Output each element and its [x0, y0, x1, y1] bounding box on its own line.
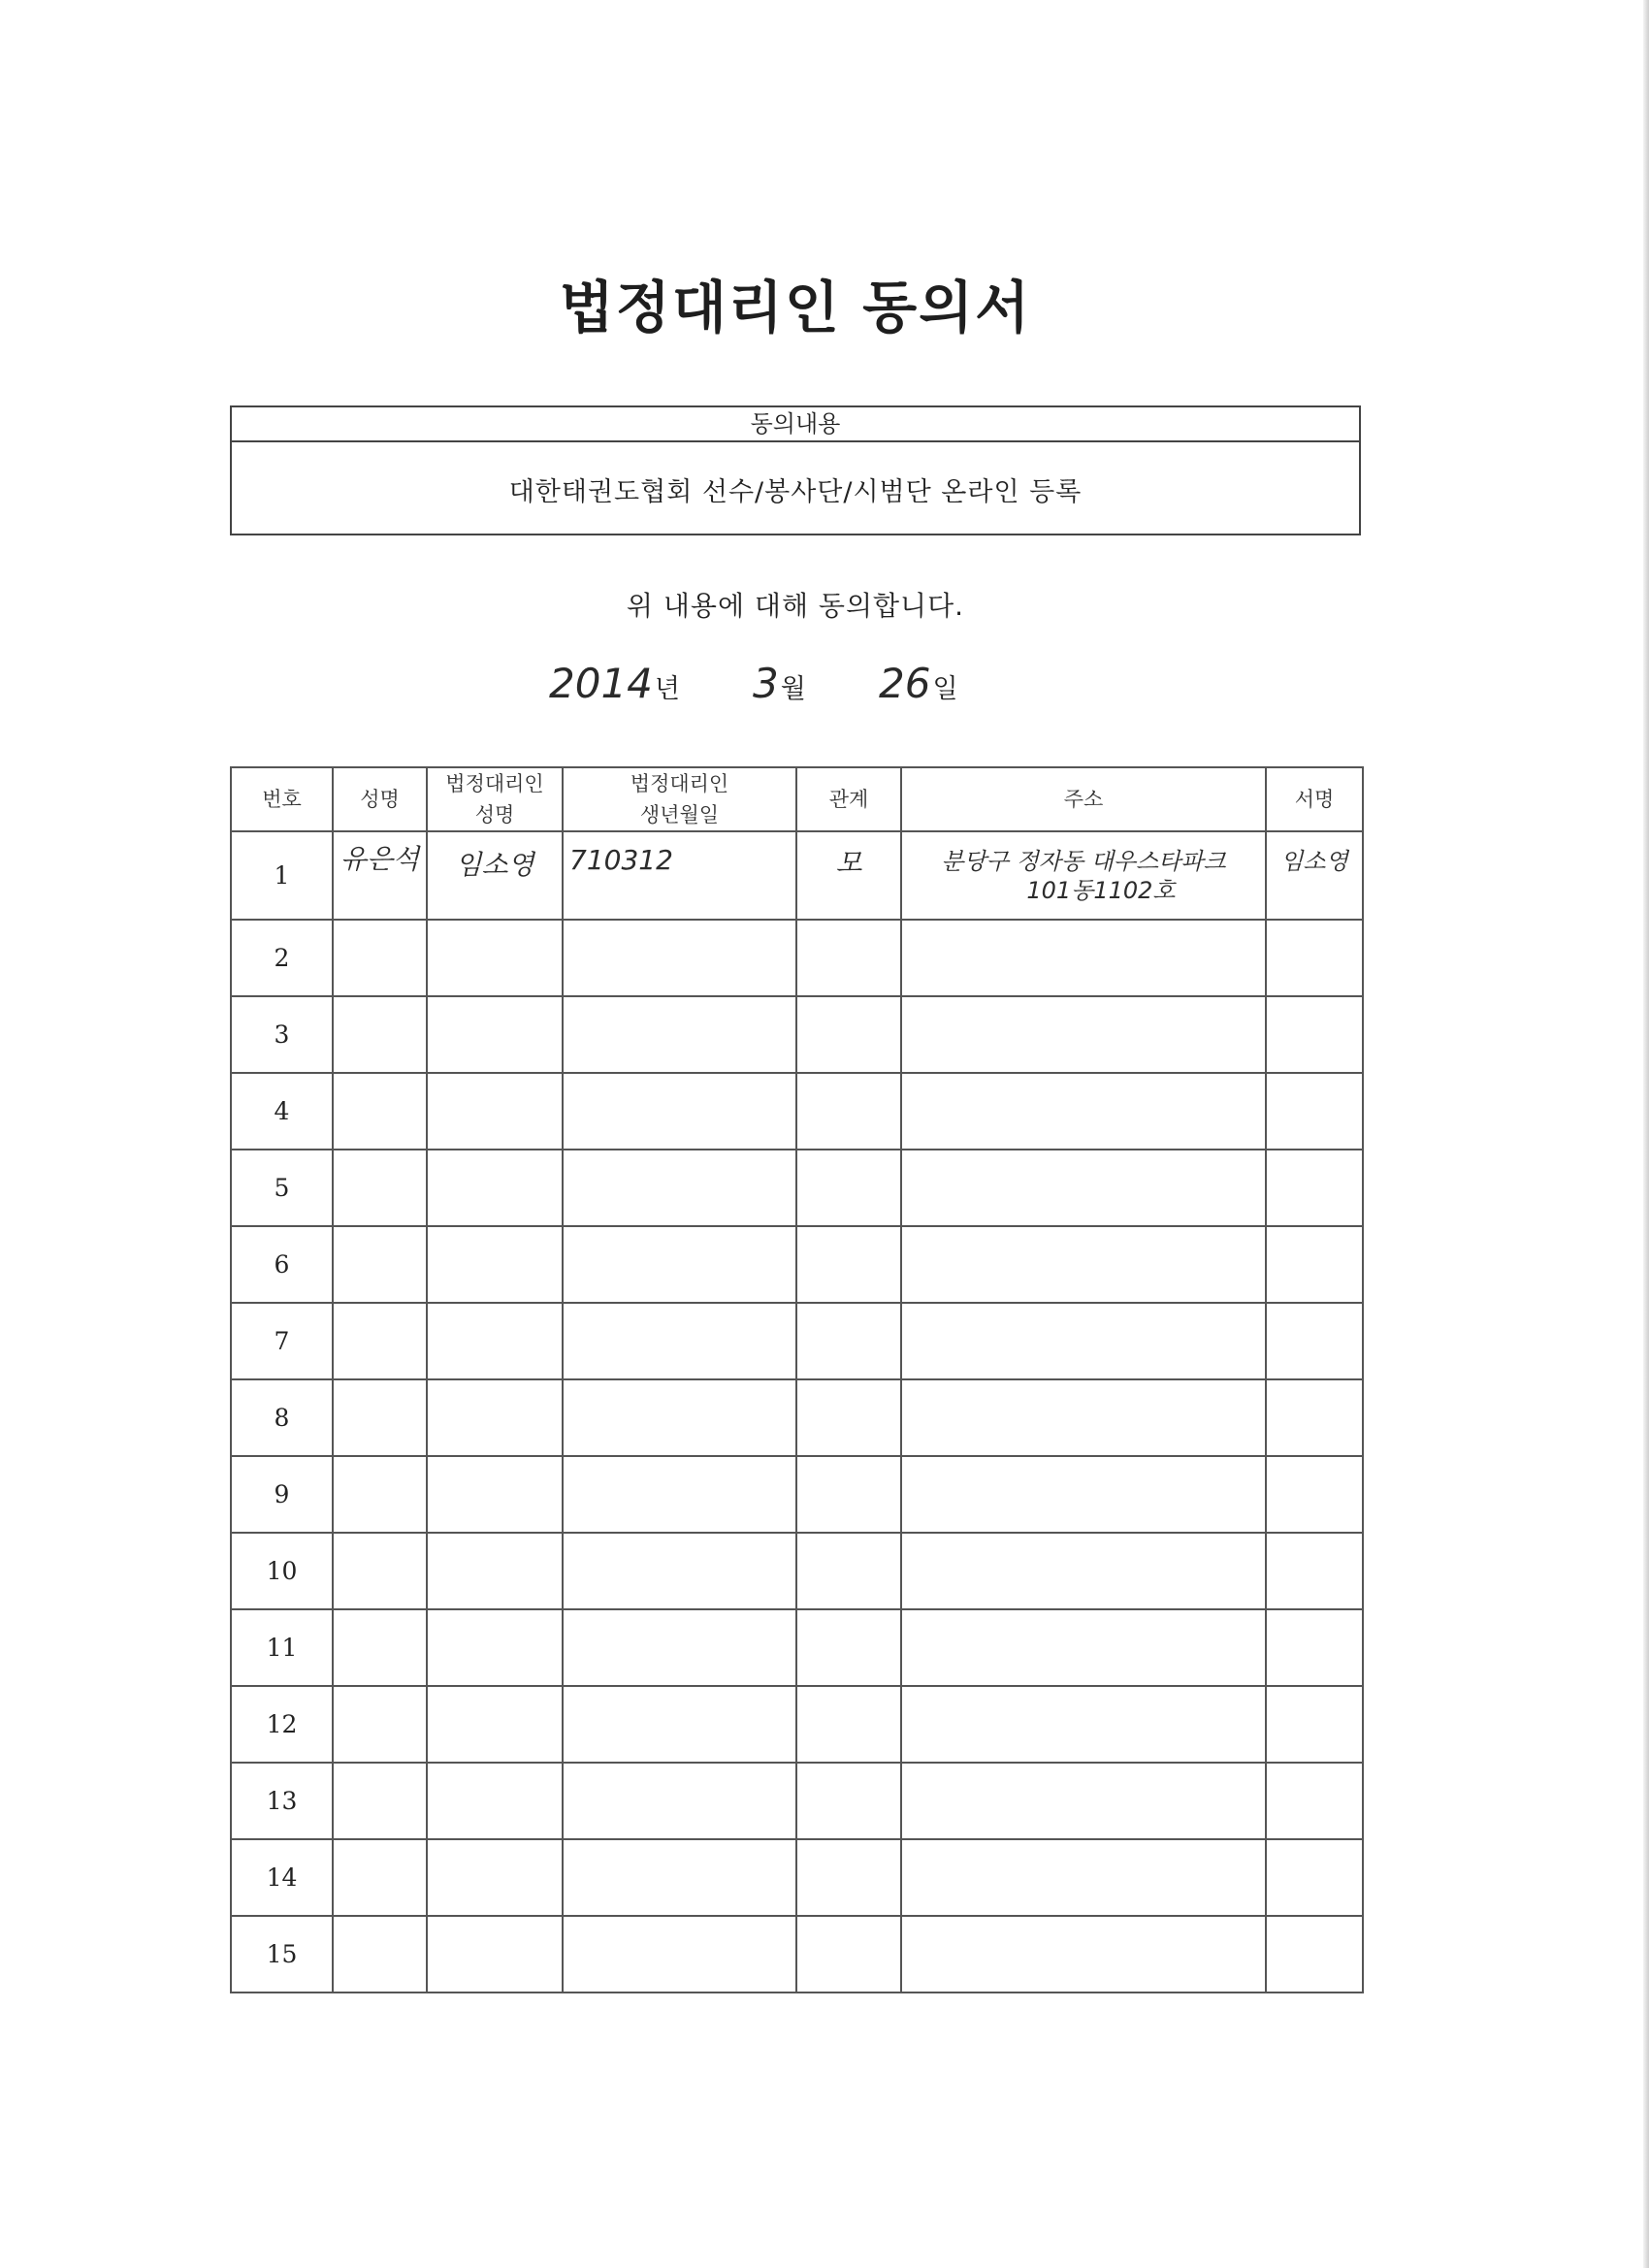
guardian-birth-cell	[563, 1150, 796, 1226]
row-number: 8	[231, 1379, 333, 1456]
date-year	[549, 660, 680, 707]
date-day-unit: 일	[932, 674, 958, 704]
row-number: 12	[231, 1686, 333, 1763]
col-header-guardian-birth-line1: 법정대리인	[630, 772, 729, 795]
signature-cell	[1266, 996, 1363, 1073]
row-number: 10	[231, 1533, 333, 1609]
address-cell	[901, 1226, 1266, 1303]
table-row	[231, 1533, 1363, 1609]
participant-name-cell	[333, 831, 427, 920]
row-number: 6	[231, 1226, 333, 1303]
guardian-birth-cell	[563, 1916, 796, 1993]
table-row	[231, 1609, 1363, 1686]
table-row	[231, 1839, 1363, 1916]
guardian-birth-cell	[563, 1533, 796, 1609]
row-number: 5	[231, 1150, 333, 1226]
relation-cell	[796, 1456, 901, 1533]
address-line2: 101동1102호	[1026, 876, 1176, 904]
table-header-row	[231, 767, 1363, 831]
guardian-birth-cell	[563, 1226, 796, 1303]
date-month	[753, 660, 806, 707]
relation-cell	[796, 1379, 901, 1456]
col-header-name: 성명	[333, 767, 427, 831]
participant-name-cell	[333, 1609, 427, 1686]
col-header-relation: 관계	[796, 767, 901, 831]
address-cell	[901, 1533, 1266, 1609]
date-day-value: 26	[879, 660, 931, 707]
row-number: 4	[231, 1073, 333, 1150]
guardian-name: 임소영	[455, 849, 534, 881]
relation-cell	[796, 1916, 901, 1993]
participant-name-cell	[333, 1456, 427, 1533]
guardian-name-cell	[427, 1916, 563, 1993]
table-row	[231, 1226, 1363, 1303]
table-row	[231, 1916, 1363, 1993]
participant-name-cell	[333, 1226, 427, 1303]
guardian-name-cell	[427, 1303, 563, 1379]
participant-name-cell	[333, 1763, 427, 1839]
participant-name: 유은석	[340, 843, 420, 875]
col-header-address: 주소	[901, 767, 1266, 831]
date-month-value: 3	[753, 660, 779, 707]
signature-cell	[1266, 1533, 1363, 1609]
guardian-name-cell	[427, 831, 563, 920]
consent-header: 동의내용	[232, 407, 1359, 442]
address-cell	[901, 1839, 1266, 1916]
signature-cell	[1266, 920, 1363, 996]
address-cell	[901, 1150, 1266, 1226]
address-cell	[901, 1686, 1266, 1763]
table-row	[231, 1073, 1363, 1150]
relation-cell	[796, 1763, 901, 1839]
table-row	[231, 1303, 1363, 1379]
signature-cell	[1266, 1916, 1363, 1993]
address-cell	[901, 1379, 1266, 1456]
guardian-name-cell	[427, 1533, 563, 1609]
guardian-birth-cell	[563, 1609, 796, 1686]
row-number: 15	[231, 1916, 333, 1993]
guardian-name-cell	[427, 1609, 563, 1686]
guardian-name-cell	[427, 1226, 563, 1303]
col-header-guardian-name-line2: 성명	[474, 803, 515, 826]
address-cell	[901, 1073, 1266, 1150]
row-number: 3	[231, 996, 333, 1073]
address-cell	[901, 1303, 1266, 1379]
guardian-name-cell	[427, 1686, 563, 1763]
row-number: 14	[231, 1839, 333, 1916]
guardian-birth-cell	[563, 1686, 796, 1763]
guardian-birth-cell	[563, 1073, 796, 1150]
signature-cell	[1266, 1226, 1363, 1303]
guardian-name-cell	[427, 996, 563, 1073]
guardian-birth-cell	[563, 1839, 796, 1916]
guardian-birth-cell	[563, 831, 796, 920]
signature-cell	[1266, 831, 1363, 920]
relation-cell	[796, 831, 901, 920]
relation-cell	[796, 1150, 901, 1226]
col-header-guardian-name-line1: 법정대리인	[445, 772, 544, 795]
date-year-unit: 년	[654, 674, 680, 704]
participant-name-cell	[333, 1533, 427, 1609]
col-header-guardian-birth	[563, 767, 796, 831]
table-row	[231, 1456, 1363, 1533]
guardian-birth-cell	[563, 996, 796, 1073]
guardian-name-cell	[427, 1150, 563, 1226]
address-cell	[901, 831, 1266, 920]
address-line1: 분당구 정자동 대우스타파크	[941, 847, 1226, 875]
relation-cell	[796, 996, 901, 1073]
participant-name-cell	[333, 1150, 427, 1226]
col-header-guardian-birth-line2: 생년월일	[639, 803, 720, 826]
registration-table	[230, 766, 1364, 1993]
table-row	[231, 1763, 1363, 1839]
guardian-name-cell	[427, 1839, 563, 1916]
address-cell	[901, 1456, 1266, 1533]
guardian-name-cell	[427, 1379, 563, 1456]
guardian-birth-cell	[563, 1303, 796, 1379]
participant-name-cell	[333, 920, 427, 996]
table-row	[231, 831, 1363, 920]
date-month-unit: 월	[780, 674, 806, 704]
col-header-guardian-name	[427, 767, 563, 831]
relation-cell	[796, 1303, 901, 1379]
address-cell	[901, 996, 1266, 1073]
row-number: 7	[231, 1303, 333, 1379]
guardian-birth-cell	[563, 920, 796, 996]
table-row	[231, 1150, 1363, 1226]
date-year-value: 2014	[549, 660, 653, 707]
address-cell	[901, 1916, 1266, 1993]
relation-cell	[796, 1226, 901, 1303]
relation-cell	[796, 1609, 901, 1686]
relation-cell	[796, 1839, 901, 1916]
relation-cell	[796, 1533, 901, 1609]
consent-box	[230, 405, 1361, 535]
signature-cell	[1266, 1379, 1363, 1456]
table-row	[231, 996, 1363, 1073]
document-title: 법정대리인 동의서	[559, 275, 1032, 340]
guardian-name-cell	[427, 1763, 563, 1839]
guardian-name-cell	[427, 920, 563, 996]
row-number: 13	[231, 1763, 333, 1839]
signature-cell	[1266, 1839, 1363, 1916]
guardian-birth-cell	[563, 1456, 796, 1533]
participant-name-cell	[333, 1686, 427, 1763]
guardian-name-cell	[427, 1456, 563, 1533]
col-header-signature: 서명	[1266, 767, 1363, 831]
participant-name-cell	[333, 1916, 427, 1993]
participant-name-cell	[333, 1379, 427, 1456]
signature-cell	[1266, 1609, 1363, 1686]
participant-name-cell	[333, 996, 427, 1073]
participant-name-cell	[333, 1303, 427, 1379]
date-line	[0, 660, 1591, 718]
guardian-birth-cell	[563, 1379, 796, 1456]
relation: 모	[835, 847, 862, 879]
signature-cell	[1266, 1073, 1363, 1150]
consent-content: 대한태권도협회 선수/봉사단/시범단 온라인 등록	[508, 476, 1083, 507]
signature: 임소영	[1280, 848, 1348, 875]
table-row	[231, 920, 1363, 996]
participant-name-cell	[333, 1839, 427, 1916]
date-day	[879, 660, 958, 707]
agreement-statement: 위 내용에 대해 동의합니다.	[626, 590, 965, 622]
row-number: 1	[231, 831, 333, 920]
relation-cell	[796, 920, 901, 996]
address-cell	[901, 920, 1266, 996]
signature-cell	[1266, 1763, 1363, 1839]
guardian-name-cell	[427, 1073, 563, 1150]
page-edge-shadow	[1643, 0, 1649, 2268]
signature-cell	[1266, 1303, 1363, 1379]
relation-cell	[796, 1686, 901, 1763]
address-cell	[901, 1763, 1266, 1839]
signature-cell	[1266, 1150, 1363, 1226]
participant-name-cell	[333, 1073, 427, 1150]
col-header-number: 번호	[231, 767, 333, 831]
signature-cell	[1266, 1456, 1363, 1533]
row-number: 11	[231, 1609, 333, 1686]
row-number: 2	[231, 920, 333, 996]
guardian-birth-cell	[563, 1763, 796, 1839]
guardian-birth: 710312	[569, 844, 673, 876]
relation-cell	[796, 1073, 901, 1150]
address-cell	[901, 1609, 1266, 1686]
row-number: 9	[231, 1456, 333, 1533]
table-row	[231, 1686, 1363, 1763]
signature-cell	[1266, 1686, 1363, 1763]
table-row	[231, 1379, 1363, 1456]
